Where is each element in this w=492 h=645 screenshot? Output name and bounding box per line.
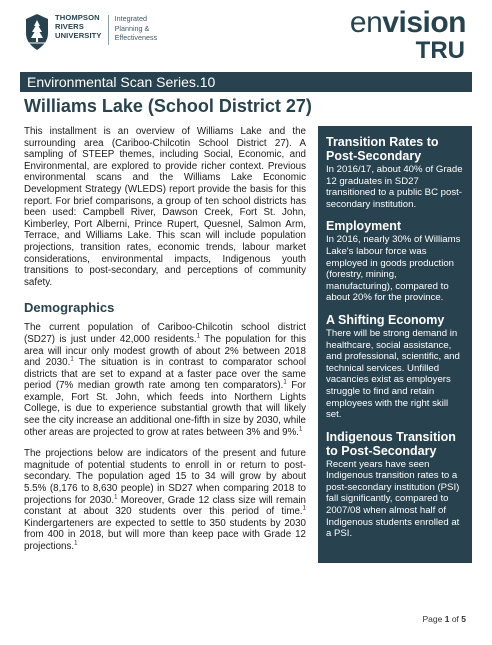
page-prefix: Page [422, 614, 445, 624]
department-line: Effectiveness [114, 33, 158, 42]
highlight-transition-rates [326, 135, 465, 210]
demographics-paragraph-2 [24, 448, 306, 552]
highlight-body: Recent years have seen Indigenous transition rates to a post-secondary institution (PSI) fall significantly, compared to 2007/08 when almost half of Indigenous students enrolled at a PSI. [326, 458, 460, 540]
department-name [115, 14, 158, 43]
university-line: RIVERS [55, 22, 84, 31]
page-current: 1 [444, 614, 450, 624]
page-number [423, 614, 467, 624]
brand-vision: vision [382, 6, 466, 39]
footnote-ref: 1 [299, 426, 303, 433]
footnote-ref: 1 [302, 505, 306, 512]
body-text: Kindergarteners are expected to settle to 350 students by 2030 from 400 in 2018, but will more than keep pace with Grade 12 projections. [24, 517, 306, 552]
department-line: Planning & [114, 23, 150, 33]
brand-tru: TRU [415, 37, 465, 64]
section-heading-demographics: Demographics [24, 300, 115, 316]
body-text: The situation is in contrast to comparator school districts that are set to expand at a faster pace over the same period (7% median growth rate among ten comparators). [24, 357, 306, 392]
body-text: The projections below are indicators of the present and future magnitude of potential students to enroll in or return to post-secondary. The population aged 15 to 34 will grow by about 5.5% (8,176 to 8,630 people) in SD27 when comparing 2018 to projections for 2030. [24, 448, 306, 506]
page-header [0, 0, 492, 68]
page-of: of [449, 614, 462, 624]
demographics-paragraph-1 [24, 322, 306, 438]
footnote-ref: 1 [283, 380, 287, 387]
footnote-ref: 1 [114, 494, 118, 501]
envision-tru-brand [350, 8, 466, 63]
page-title: Williams Lake (School District 27) [24, 96, 312, 116]
envision-wordmark [350, 8, 466, 38]
logo-divider [108, 15, 109, 45]
university-name [55, 13, 102, 40]
highlights-sidebar [318, 126, 472, 563]
page-total: 5 [461, 614, 466, 624]
highlight-heading: Employment [326, 219, 402, 234]
highlight-body: There will be strong demand in healthcare, social assistance, and professional, scientific, and technical services. Unfilled vacancies exist as employers struggle to find and retain employees with the right skill set. [326, 327, 460, 421]
university-logo [24, 13, 157, 51]
highlight-shifting-economy [326, 313, 465, 421]
footnote-ref: 1 [74, 540, 78, 547]
main-column [24, 126, 306, 553]
department-line: Integrated [114, 14, 147, 23]
university-line: THOMPSON [55, 13, 100, 22]
brand-env: en [349, 6, 383, 39]
highlight-employment [326, 219, 465, 304]
highlight-heading: Indigenous Transition to Post-Secondary [326, 429, 456, 458]
highlight-heading: A Shifting Economy [326, 312, 445, 327]
highlight-heading: Transition Rates to Post-Secondary [326, 135, 439, 163]
footnote-ref: 1 [196, 333, 200, 340]
highlight-indigenous-transition [326, 430, 465, 540]
footnote-ref: 1 [70, 356, 74, 363]
highlight-body: In 2016, nearly 30% of Williams Lake's labour force was employed in goods production (forestry, mining, manufacturing), compared to about 20% for the province. [326, 234, 461, 304]
intro-paragraph: This installment is an overview of Williams Lake and the surrounding area (Cariboo-Chilcotin School District 27). A sampling of STEEP themes, including Social, Economic, and Environmental, are explored to provide richer context. Previous environmental scans and the Williams Lake Economic Development Strategy (WLEDS) report provide the basis for this report. For brief comparisons, a group of ten school districts has been used: Campbell River, Dawson Creek, Fort St. John, Kimberley, Port Alberni, Prince Rupert, Quesnel, Salmon Arm, Terrace, and Williams Lake. This scan will include population projections, transition rates, economic trends, labour market considerations, environmental impacts, Indigenous youth transitions to post-secondary, and perceptions of community safety. [24, 126, 306, 288]
university-line: UNIVERSITY [55, 31, 102, 40]
body-text: The current population of Cariboo-Chilcotin school district (SD27) is just under 42,000 residents. [24, 322, 306, 345]
body-text: Moreover, Grade 12 class size will remain constant at about 320 students over this period of time. [24, 494, 306, 518]
body-text: For example, Fort St. John, which feeds into Northern Lights College, is due to experience substantial growth that will likely see the city increase an additional one-fifth in size by 2030, while other areas are projected to grow at rates between 3% and 9%. [24, 380, 306, 438]
series-banner: Environmental Scan Series.10 [20, 72, 472, 92]
tru-shield-logo-icon [24, 13, 50, 51]
body-text: The population for this area will incur only modest growth of about 2% between 2018 and 2030. [24, 333, 306, 369]
highlight-body: In 2016/17, about 40% of Grade 12 graduates in SD27 transitioned to a public BC post-secondary institution. [326, 164, 463, 210]
